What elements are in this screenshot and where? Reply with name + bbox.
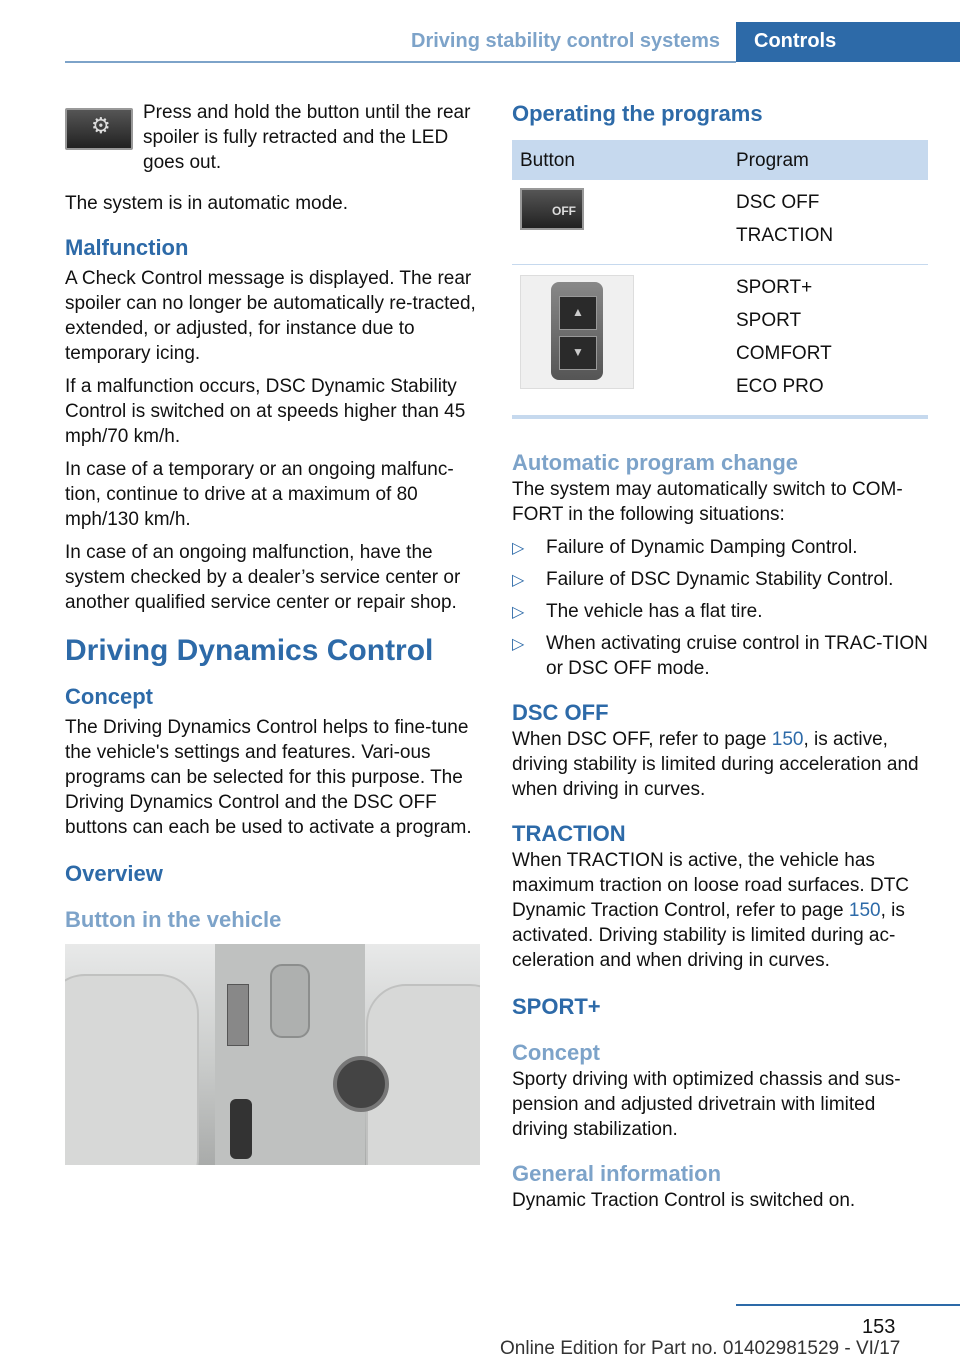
program-sport: SPORT [736, 310, 802, 331]
page-link[interactable]: 150 [848, 900, 881, 921]
table-row [512, 265, 928, 418]
chapter-tab: Controls [736, 22, 960, 62]
auto-mode-text: The system is in automatic mode. [65, 193, 348, 214]
table-row [512, 180, 928, 265]
list-item: ▷ When activating cruise control in TRAC-TION or DSC OFF mode. [512, 631, 928, 681]
auto-change-heading: Automatic program change [512, 450, 799, 475]
malfunction-p1: A Check Control message is displayed. The rear spoiler can no longer be automatically re-tracted, extended, or adjusted, for instance due to temporary icing. [65, 268, 476, 364]
program-table [512, 140, 928, 419]
dsc-off-button-icon: OFF [520, 188, 584, 230]
gear-selector [270, 964, 310, 1038]
malfunction-p4: In case of an ongoing malfunction, have the system checked by a dealer’s service center or another qualified service center or repair shop. [65, 542, 461, 613]
traction-heading: TRACTION [512, 821, 626, 846]
malfunction-p3: In case of a temporary or an ongoing malfunc-tion, continue to drive at a maximum of 80 mph/130 km/h. [65, 459, 454, 530]
sport-concept-text: Sporty driving with optimized chassis and sus-pension and adjusted drivetrain with limited driving stabilization. [512, 1069, 901, 1140]
general-info-heading: General information [512, 1161, 722, 1186]
right-column [512, 100, 928, 1221]
concept-text: The Driving Dynamics Control helps to fine-tune the vehicle's settings and features. Vari-ous programs can be selected for this purpose. The Driving Dynamics Control and the DSC OFF buttons can each be used to activate a program. [65, 717, 472, 838]
program-sport-plus: SPORT+ [736, 277, 813, 298]
controller-knob [333, 1056, 389, 1112]
sport-concept-heading: Concept [512, 1040, 600, 1065]
spoiler-instruction [65, 100, 480, 175]
auto-change-intro: The system may automatically switch to COM-FORT in the following situations: [512, 479, 903, 525]
table-header [512, 140, 928, 180]
up-arrow-icon: ▲ [559, 296, 597, 330]
page-link[interactable]: 150 [771, 729, 804, 750]
edition-text: Online Edition for Part no. 01402981529 - VI/17 [500, 1338, 901, 1359]
sport-plus-heading: SPORT+ [512, 994, 601, 1019]
down-arrow-icon: ▼ [559, 336, 597, 370]
auto-change-list [512, 535, 928, 681]
traction-text: When TRACTION is active, the vehicle has maximum traction on loose road surfaces. DTC Dynamic Traction Control, refer to page 150, is activated. Driving stability is limited during ac-celeration and when driving in curves. [512, 850, 910, 971]
driving-mode-switch-icon [520, 275, 634, 389]
page-number: 153 [862, 1316, 896, 1338]
list-item: ▷ The vehicle has a flat tire. [512, 599, 928, 624]
general-info-text: Dynamic Traction Control is switched on. [512, 1190, 856, 1211]
dsc-off-heading: DSC OFF [512, 700, 609, 725]
ddc-switch [227, 984, 249, 1046]
overview-heading: Overview [65, 861, 163, 886]
left-column [65, 100, 480, 1165]
col-button: Button [512, 140, 728, 180]
dsc-off-text: When DSC OFF, refer to page 150, is active, driving stability is limited during acceleration and when driving in curves. [512, 729, 919, 800]
parking-brake [230, 1099, 252, 1159]
program-comfort: COMFORT [736, 343, 832, 364]
spoiler-text: Press and hold the button until the rear spoiler is fully retracted and the LED goes out. [143, 102, 471, 173]
spoiler-button-icon: ⚙ [65, 108, 133, 150]
list-item: ▷ Failure of Dynamic Damping Control. [512, 535, 928, 560]
operating-heading: Operating the programs [512, 101, 763, 126]
program-dsc-off: DSC OFF [736, 192, 820, 213]
list-item: ▷ Failure of DSC Dynamic Stability Control. [512, 567, 928, 592]
col-program: Program [728, 140, 928, 180]
malfunction-heading: Malfunction [65, 235, 189, 260]
seat-left [65, 974, 199, 1165]
button-in-vehicle-heading: Button in the vehicle [65, 907, 282, 932]
footer-rule [736, 1304, 960, 1306]
program-eco-pro: ECO PRO [736, 376, 824, 397]
section-title: Driving stability control systems [411, 30, 720, 52]
concept-heading: Concept [65, 684, 153, 709]
page-header [0, 0, 960, 62]
ddc-title: Driving Dynamics Control [65, 634, 434, 667]
program-traction: TRACTION [736, 225, 834, 246]
malfunction-p2: If a malfunction occurs, DSC Dynamic Stability Control is switched on at speeds higher than 45 mph/70 km/h. [65, 376, 466, 447]
header-rule [65, 61, 736, 63]
vehicle-console-image [65, 944, 480, 1165]
